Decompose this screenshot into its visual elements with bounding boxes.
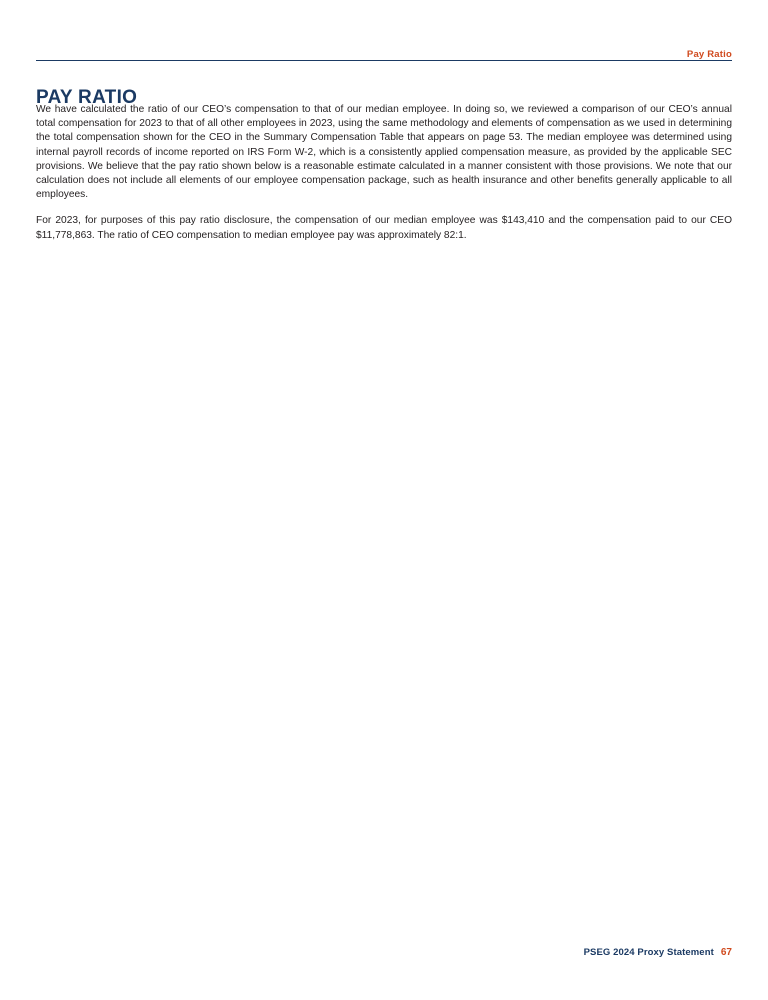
header-divider bbox=[36, 60, 732, 61]
paragraph-2: For 2023, for purposes of this pay ratio disclosure, the compensation of our median employee was $143,410 and the compensation paid to our CEO $11,778,863. The ratio of CEO compensation to median employee pay was approximately 82:1. bbox=[36, 215, 732, 241]
page-footer bbox=[584, 947, 732, 958]
footer-document-title: PSEG 2024 Proxy Statement bbox=[583, 947, 714, 958]
header-section-label: Pay Ratio bbox=[686, 49, 732, 60]
footer-page-number: 67 bbox=[720, 947, 732, 958]
body-content bbox=[36, 103, 732, 243]
paragraph-1: We have calculated the ratio of our CEO’s compensation to that of our median employee. In doing so, we reviewed a comparison of our CEO’s annual total compensation for 2023 to that of all other employees in 2023, using the same methodology and elements of compensation as we used in determining the total compensation shown for the CEO in the Summary Compensation Table that appears on page 53. The median employee was determined using internal payroll records of income reported on IRS Form W-2, which is a consistently applied compensation measure, as provided by the applicable SEC provisions. We believe that the pay ratio shown below is a reasonable estimate calculated in a manner consistent with those provisions. We note that our calculation does not include all elements of our employee compensation package, such as health insurance and other benefits generally applicable to all employees. bbox=[36, 104, 732, 201]
page-title: PAY RATIO bbox=[36, 86, 138, 108]
